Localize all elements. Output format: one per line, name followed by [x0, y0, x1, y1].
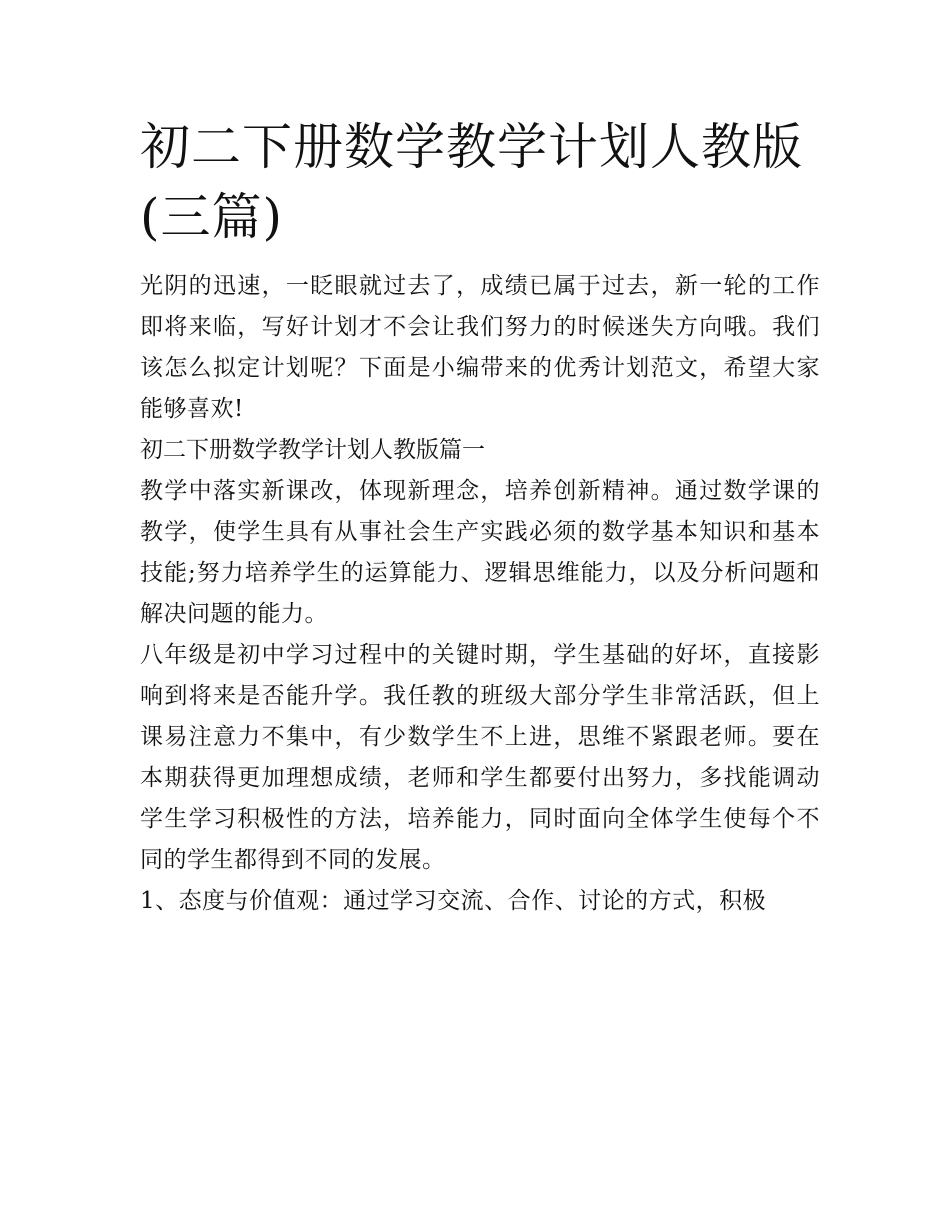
- intro-paragraph: 光阴的迅速，一眨眼就过去了，成绩已属于过去，新一轮的工作即将来临，写好计划才不会让我们努力的时候迷失方向哦。我们该怎么拟定计划呢？下面是小编带来的优秀计划范文，希望大家能够喜欢!: [140, 273, 820, 422]
- title-line-2: (三篇): [140, 188, 284, 246]
- body-paragraph-2: 八年级是初中学习过程中的关键时期，学生基础的好坏，直接影响到将来是否能升学。我任教的班级大部分学生非常活跃，但上课易注意力不集中，有少数学生不上进，思维不紧跟老师。要在本期获得更加理想成绩，老师和学生都要付出努力，多找能调动学生学习积极性的方法，培养能力，同时面向全体学生使每个不同的学生都得到不同的发展。: [140, 642, 820, 873]
- body-paragraph-1: 教学中落实新课改，体现新理念，培养创新精神。通过数学课的教学，使学生具有从事社会生产实践必须的数学基本知识和基本技能;努力培养学生的运算能力、逻辑思维能力，以及分析问题和解决问题的能力。: [140, 478, 820, 627]
- title-line-1: 初二下册数学教学计划人教版: [140, 118, 803, 176]
- section-heading-1: 初二下册数学教学计划人教版篇一: [140, 437, 485, 463]
- document-title: [140, 112, 820, 252]
- document-page: [140, 112, 820, 922]
- body-paragraph-3: 1、态度与价值观：通过学习交流、合作、讨论的方式，积极: [140, 888, 767, 914]
